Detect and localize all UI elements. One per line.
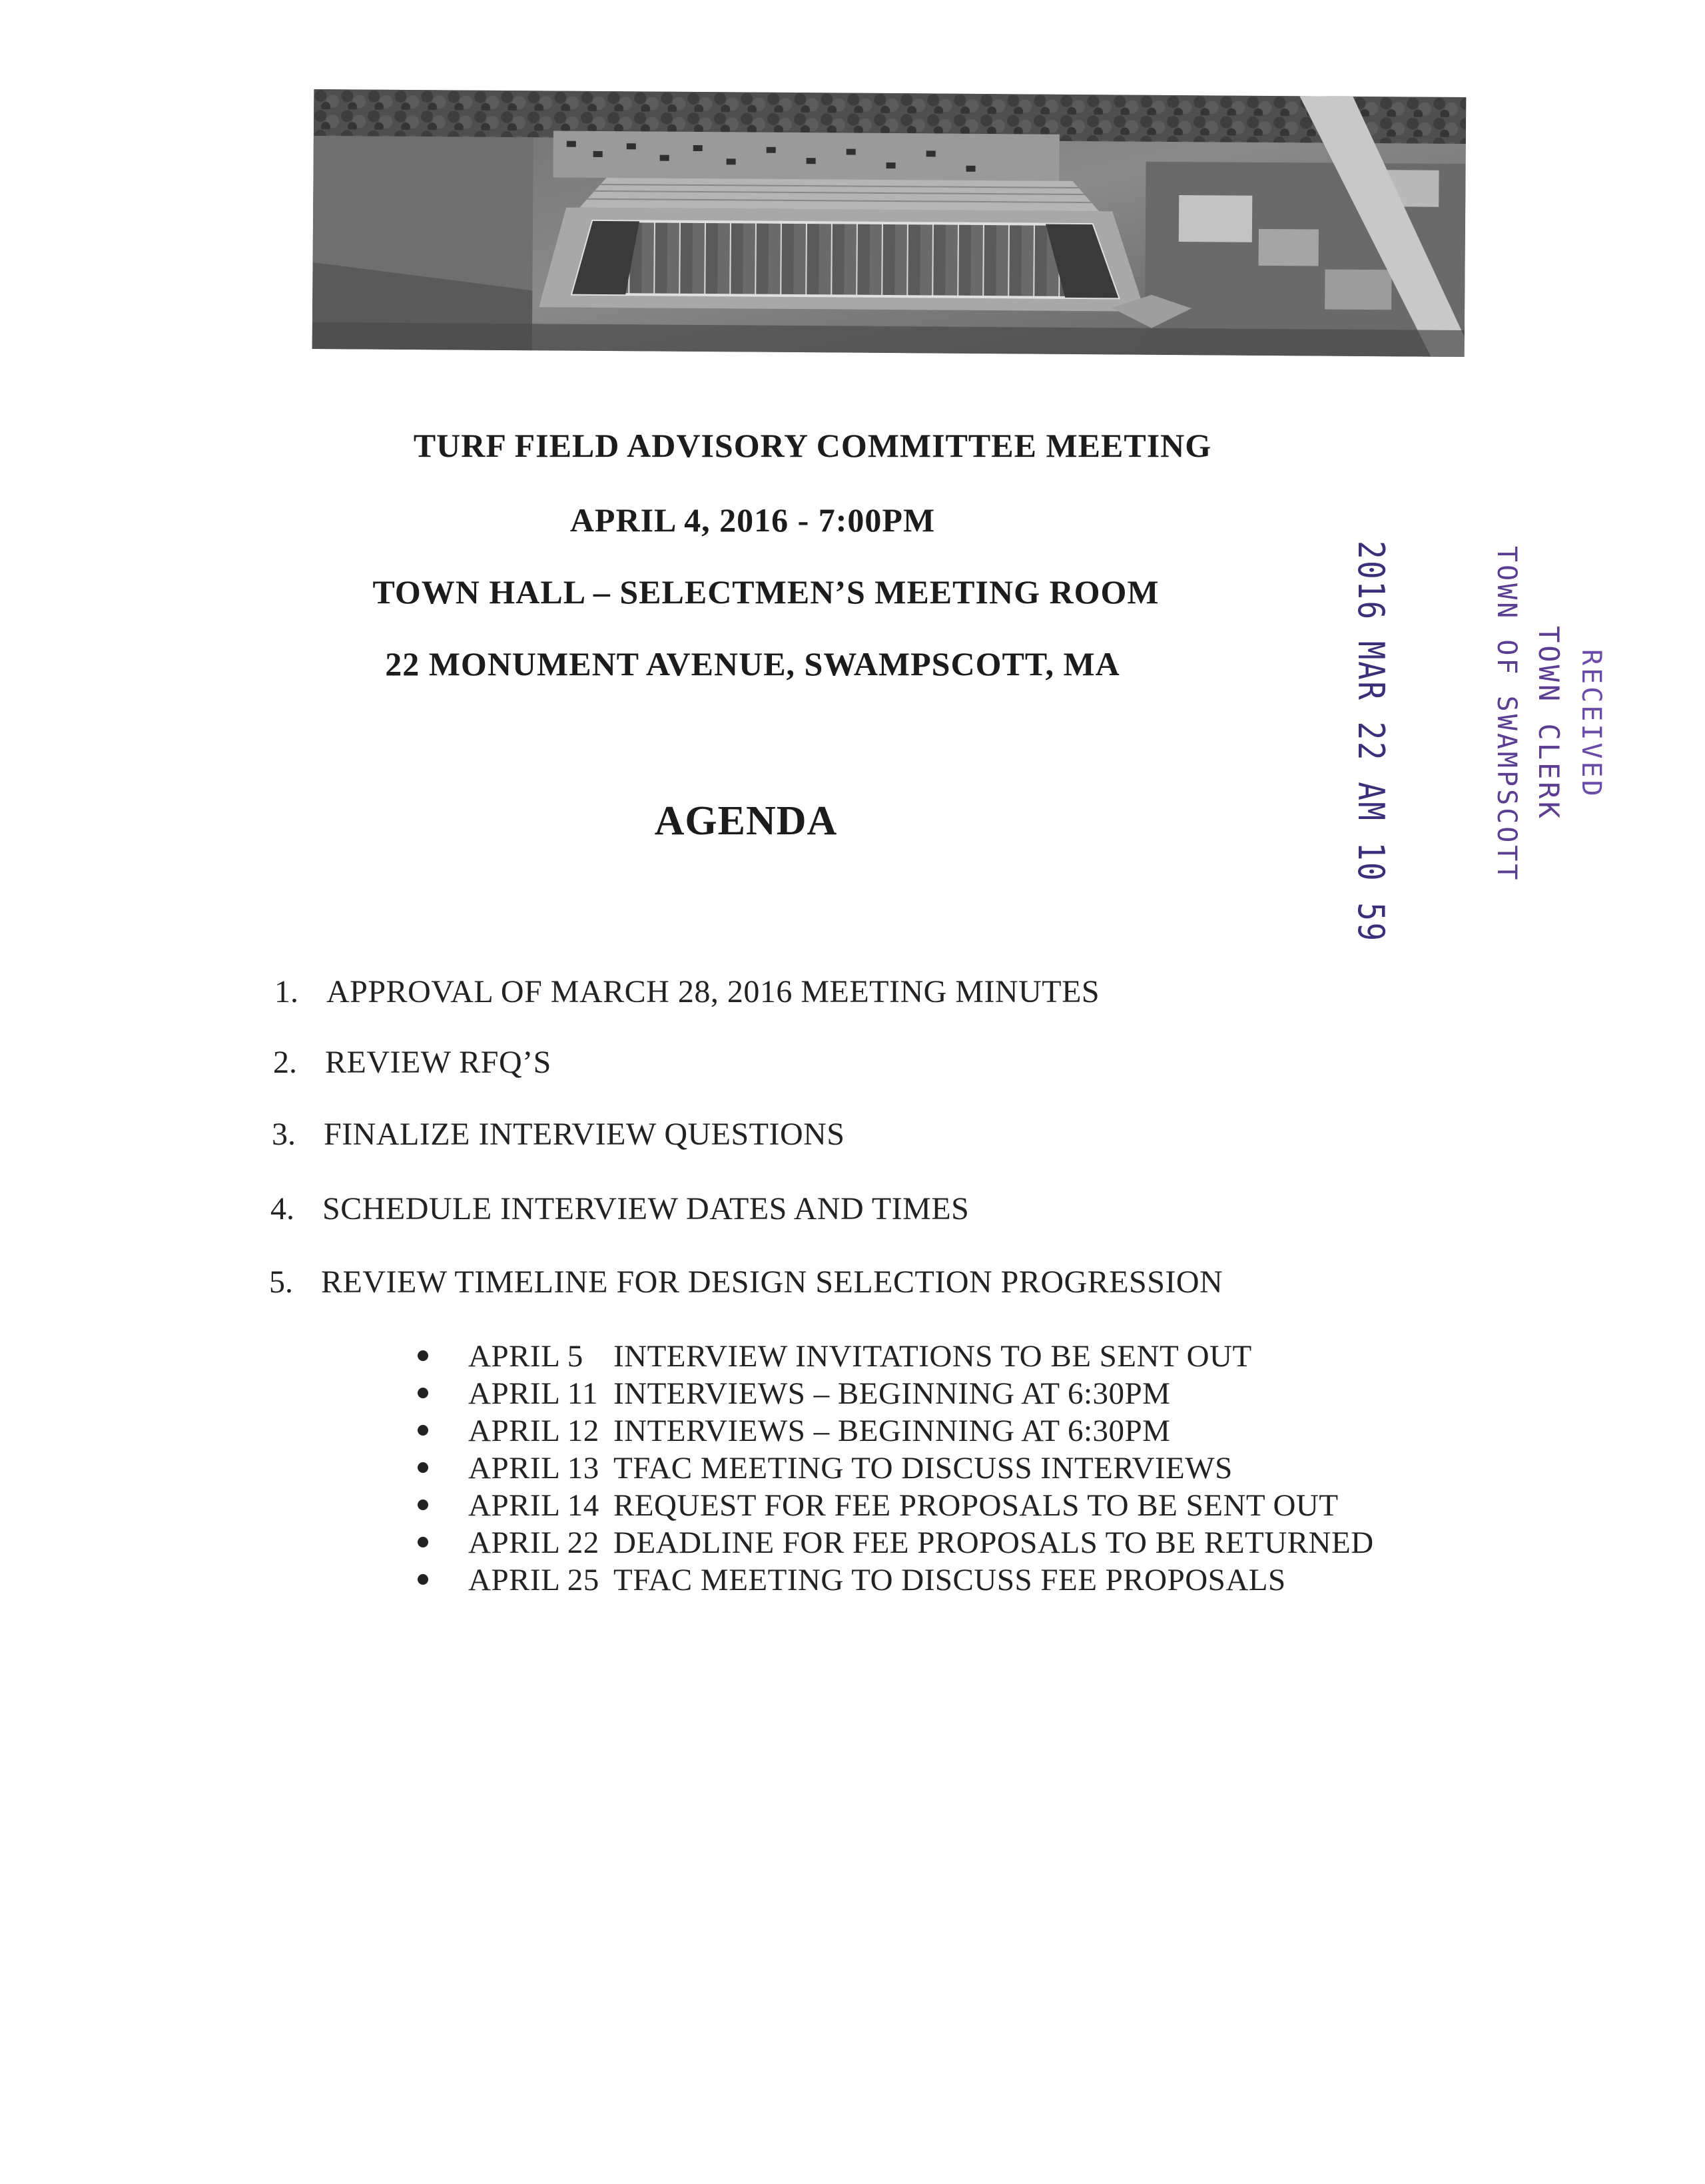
timeline-date: APRIL 25: [468, 1563, 599, 1597]
timeline-description: REQUEST FOR FEE PROPOSALS TO BE SENT OUT: [613, 1488, 1339, 1523]
agenda-item: [273, 1044, 551, 1081]
timeline-date: APRIL 12: [468, 1414, 599, 1448]
bullet-icon: [418, 1537, 428, 1547]
agenda-item-text: FINALIZE INTERVIEW QUESTIONS: [324, 1117, 845, 1152]
timeline-description: TFAC MEETING TO DISCUSS FEE PROPOSALS: [613, 1563, 1286, 1597]
meeting-address: 22 MONUMENT AVENUE, SWAMPSCOTT, MA: [385, 645, 1120, 682]
agenda-item: [272, 1116, 845, 1153]
timeline-item: [418, 1413, 1417, 1450]
bullet-icon: [418, 1574, 428, 1585]
meeting-title: TURF FIELD ADVISORY COMMITTEE MEETING: [413, 427, 1212, 464]
timeline-item: [418, 1338, 1417, 1376]
agenda-item-text: SCHEDULE INTERVIEW DATES AND TIMES: [322, 1191, 970, 1227]
bullet-icon: [418, 1388, 428, 1398]
timeline-item: [418, 1488, 1417, 1525]
agenda-heading: AGENDA: [654, 798, 838, 844]
timeline-item: [418, 1450, 1417, 1488]
bullet-icon: [418, 1462, 428, 1473]
agenda-item-number: 4.: [270, 1191, 294, 1227]
timeline-date: APRIL 14: [468, 1488, 599, 1523]
timeline-item: [418, 1562, 1417, 1599]
bullet-icon: [418, 1500, 428, 1510]
agenda-item-number: 3.: [272, 1117, 296, 1152]
agenda-item: [270, 1191, 969, 1227]
agenda-item-text: REVIEW TIMELINE FOR DESIGN SELECTION PROGRESSION: [321, 1264, 1223, 1300]
timeline-description: INTERVIEWS – BEGINNING AT 6:30PM: [613, 1414, 1171, 1448]
agenda-item-number: 2.: [273, 1045, 297, 1080]
bullet-icon: [418, 1425, 428, 1436]
agenda-item-text: REVIEW RFQ’S: [325, 1045, 551, 1080]
timeline-date: APRIL 5: [468, 1339, 583, 1374]
timeline-item: [418, 1525, 1417, 1562]
agenda-item-text: APPROVAL OF MARCH 28, 2016 MEETING MINUTES: [326, 974, 1100, 1009]
timeline-date: APRIL 13: [468, 1451, 599, 1486]
agenda-item: [274, 973, 1100, 1010]
stamp-received: RECEIVED: [1576, 649, 1606, 799]
agenda-item: [269, 1264, 1223, 1300]
timeline-description: INTERVIEWS – BEGINNING AT 6:30PM: [613, 1376, 1171, 1411]
stamp-town-clerk: TOWN CLERK: [1533, 626, 1565, 821]
stamp-datetime: 2016 MAR 22 AM 10 59: [1350, 541, 1392, 943]
meeting-location: TOWN HALL – SELECTMEN’S MEETING ROOM: [372, 573, 1160, 611]
timeline-date: APRIL 11: [468, 1376, 599, 1411]
timeline-description: INTERVIEW INVITATIONS TO BE SENT OUT: [613, 1339, 1252, 1374]
timeline-item: [418, 1376, 1417, 1413]
agenda-item-number: 1.: [274, 974, 298, 1009]
bullet-icon: [418, 1350, 428, 1361]
timeline-description: DEADLINE FOR FEE PROPOSALS TO BE RETURNED: [613, 1525, 1374, 1560]
stamp-town-of-swampscott: TOWN OF SWAMPSCOTT: [1491, 546, 1522, 883]
timeline-description: TFAC MEETING TO DISCUSS INTERVIEWS: [613, 1451, 1233, 1486]
meeting-datetime: APRIL 4, 2016 - 7:00PM: [569, 501, 936, 539]
agenda-item-number: 5.: [269, 1264, 293, 1300]
timeline-date: APRIL 22: [468, 1525, 599, 1560]
